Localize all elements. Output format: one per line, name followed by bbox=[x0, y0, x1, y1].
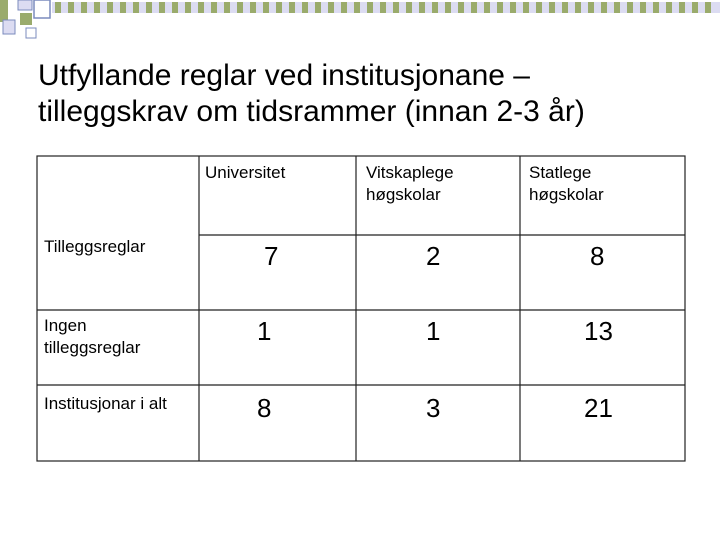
table-cell: 13 bbox=[584, 316, 613, 346]
table-cell: 1 bbox=[426, 316, 441, 346]
column-header-statlege-hogskolar bbox=[529, 162, 604, 206]
table-cell: 7 bbox=[264, 241, 279, 271]
row-label-institusjonar-i-alt: Institusjonar i alt bbox=[44, 394, 167, 413]
column-header-line1: Statlege bbox=[529, 163, 592, 182]
slide-title-line1: Utfyllande reglar ved institusjonane – bbox=[38, 59, 530, 92]
slide-title-line2: tilleggskrav om tidsrammer (innan 2-3 år) bbox=[38, 95, 585, 128]
row-label-line1: Ingen bbox=[44, 316, 87, 335]
slide-title bbox=[38, 58, 698, 130]
table-cell: 1 bbox=[257, 316, 272, 346]
row-label-line2: tilleggsreglar bbox=[44, 338, 141, 357]
column-header-line1: Vitskaplege bbox=[366, 163, 454, 182]
column-header-vitskaplege-hogskolar bbox=[366, 162, 454, 206]
table-cell: 8 bbox=[590, 241, 605, 271]
row-label-ingen-tilleggsreglar bbox=[44, 315, 140, 359]
table-cell: 2 bbox=[426, 241, 441, 271]
header-decoration bbox=[0, 0, 720, 40]
column-header-line2: høgskolar bbox=[366, 185, 441, 204]
column-header-universitet-label: Universitet bbox=[205, 163, 286, 182]
table-cell: 8 bbox=[257, 393, 272, 423]
row-label-tilleggsreglar: Tilleggsreglar bbox=[44, 237, 146, 256]
table-cell: 21 bbox=[584, 393, 613, 423]
column-header-universitet bbox=[205, 162, 285, 184]
column-header-line2: høgskolar bbox=[529, 185, 604, 204]
table-cell: 3 bbox=[426, 393, 441, 423]
